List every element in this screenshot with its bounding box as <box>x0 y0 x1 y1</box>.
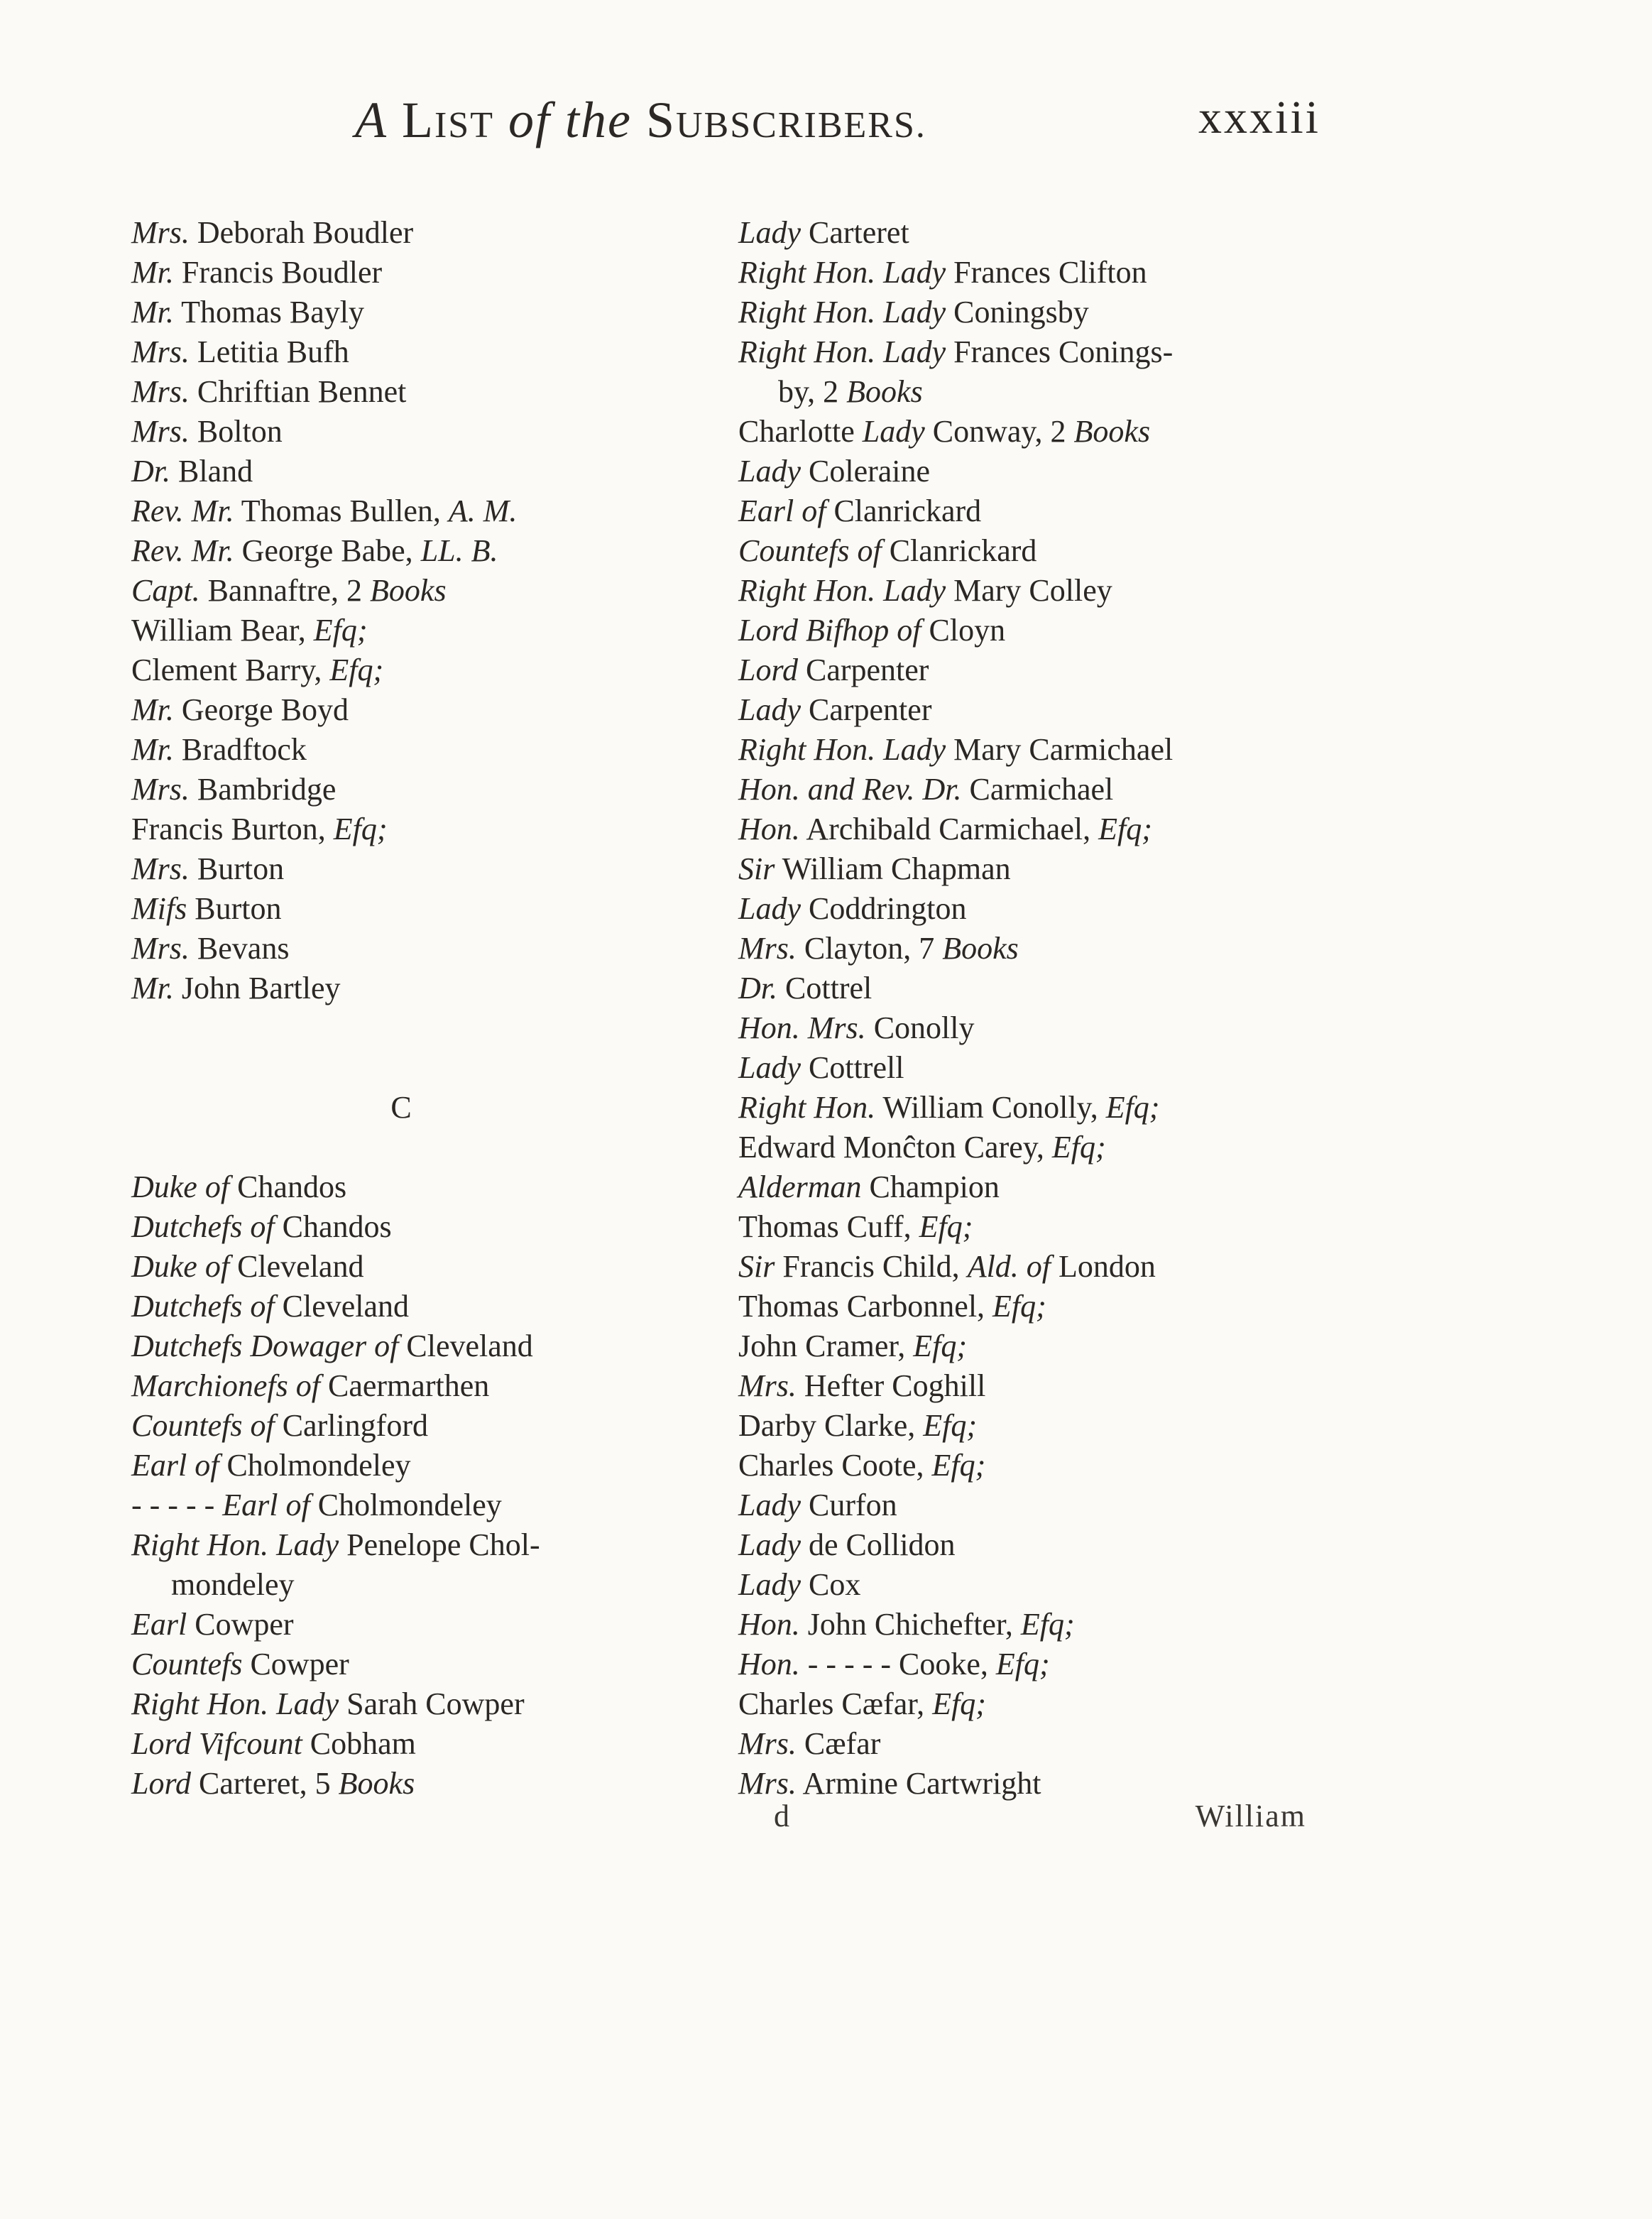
entry-name: Thomas Bullen, <box>241 494 441 528</box>
entry-suffix: Efq; <box>923 1408 978 1443</box>
entry-name: Bland <box>178 454 253 489</box>
entry-name: Chriftian Bennet <box>197 374 407 409</box>
entry-name: de Collidon <box>809 1527 956 1562</box>
entry-name: Clanrickard <box>833 494 982 528</box>
entry-title: Lady <box>738 1567 801 1602</box>
entry-name: George Babe, <box>241 533 413 568</box>
entry-name: Cottrel <box>785 971 873 1005</box>
entry-suffix: Efq; <box>1020 1607 1075 1642</box>
subscriber-entry <box>738 1326 1328 1366</box>
entry-name: Mary Carmichael <box>953 732 1174 767</box>
entry-title: Duke of <box>131 1249 230 1284</box>
subscriber-entry <box>738 650 1328 690</box>
subscriber-entry <box>131 1207 713 1247</box>
subscriber-entry <box>738 412 1328 452</box>
subscriber-entry <box>131 650 713 690</box>
subscriber-entry <box>738 1048 1328 1088</box>
subscriber-entry <box>738 213 1328 253</box>
entry-name: Cæfar <box>804 1726 881 1761</box>
subscriber-entry <box>738 929 1328 969</box>
entry-title: Hon. <box>738 1607 800 1642</box>
entry-name: Edward Monĉton Carey, <box>738 1130 1044 1165</box>
subscriber-entry <box>131 1366 713 1406</box>
entry-name: Cleveland <box>406 1329 533 1363</box>
subscriber-entry <box>738 1008 1328 1048</box>
entry-title: Right Hon. Lady <box>738 295 946 329</box>
subscriber-entry <box>738 730 1328 770</box>
subscriber-entry <box>131 849 713 889</box>
entry-title: Lord <box>131 1766 191 1801</box>
entry-mid: Ald. of <box>967 1249 1051 1284</box>
entry-title: Rev. Mr. <box>131 494 234 528</box>
entry-name: Burton <box>197 851 285 886</box>
entry-name: - - - - - Cooke, <box>807 1647 988 1681</box>
entry-title: Lord <box>738 653 798 687</box>
entry-suffix: Efq; <box>919 1209 973 1244</box>
entry-name: Carteret, 5 <box>198 1766 331 1801</box>
subscriber-entry <box>738 1605 1328 1645</box>
subscriber-entry <box>131 1525 713 1605</box>
entry-name: Carteret <box>809 215 909 250</box>
catchword: William <box>1195 1799 1306 1833</box>
subscriber-entry <box>131 372 713 412</box>
entry-title: Right Hon. Lady <box>738 255 946 290</box>
subscriber-entry <box>131 770 713 809</box>
entry-title: Sir <box>738 1249 775 1284</box>
entry-name: Sarah Cowper <box>346 1686 525 1721</box>
subscriber-entry <box>131 1684 713 1724</box>
subscriber-entry <box>131 1724 713 1764</box>
entry-title: Lady <box>738 1050 801 1085</box>
subscriber-entry <box>738 1684 1328 1724</box>
entry-suffix: Efq; <box>313 613 368 648</box>
entry-suffix: Books <box>338 1766 415 1801</box>
running-head <box>355 91 1320 169</box>
entry-name: Mary Colley <box>953 573 1112 608</box>
entry-title: Mr. <box>131 732 174 767</box>
subscriber-entry <box>738 809 1328 849</box>
entry-suffix: Efq; <box>931 1448 986 1483</box>
entry-name: Bevans <box>197 931 290 966</box>
subscriber-entry <box>738 253 1328 293</box>
entry-title: Earl <box>131 1607 187 1642</box>
entry-title: Mrs. <box>738 1726 797 1761</box>
entry-suffix: A. M. <box>448 494 518 528</box>
entry-name: Charles Cæfar, <box>738 1686 925 1721</box>
entry-name: Charles Coote, <box>738 1448 924 1483</box>
entry-name: Coningsby <box>953 295 1089 329</box>
subscriber-entry <box>738 571 1328 611</box>
entry-name: Charlotte <box>738 414 855 449</box>
entry-name: Coddrington <box>809 891 967 926</box>
entry-title: Mifs <box>131 891 187 926</box>
subscriber-entry <box>131 730 713 770</box>
entry-name: William Bear, <box>131 613 306 648</box>
subscriber-entry <box>738 969 1328 1008</box>
subscriber-entry <box>131 889 713 929</box>
entry-title: - - - - - Earl of <box>131 1488 310 1522</box>
entry-name: Clanrickard <box>889 533 1037 568</box>
entry-suffix: Efq; <box>1105 1090 1160 1125</box>
entry-suffix: Efq; <box>995 1647 1050 1681</box>
entry-title: Mrs. <box>131 851 190 886</box>
entry-name: Frances Clifton <box>953 255 1147 290</box>
entry-title: Marchionefs of <box>131 1368 320 1403</box>
entry-title: Sir <box>738 851 775 886</box>
subscriber-entry <box>738 531 1328 571</box>
subscriber-entry <box>131 611 713 650</box>
subscriber-entry <box>738 1366 1328 1406</box>
entry-name: Deborah Boudler <box>197 215 414 250</box>
page-footer <box>738 1798 1320 1841</box>
subscriber-entry <box>131 1287 713 1326</box>
entry-title: Lord Vifcount <box>131 1726 302 1761</box>
entry-suffix: Efq; <box>913 1329 968 1363</box>
subscriber-entry <box>738 849 1328 889</box>
entry-title: Dr. <box>131 454 171 489</box>
entry-name: Carpenter <box>809 692 932 727</box>
entry-name: Darby Clarke, <box>738 1408 916 1443</box>
entry-name: Bradftock <box>181 732 307 767</box>
entry-title: Lady <box>738 891 801 926</box>
entry-name: Clayton, 7 <box>804 931 935 966</box>
subscriber-entry <box>131 1167 713 1207</box>
subscriber-entry <box>738 1565 1328 1605</box>
entry-name: Francis Child, <box>782 1249 960 1284</box>
subscriber-entry <box>738 452 1328 491</box>
entry-title: Hon. <box>738 1647 800 1681</box>
entry-title: Right Hon. Lady <box>131 1527 339 1562</box>
entry-name: Cowper <box>250 1647 349 1681</box>
subscriber-entry <box>131 1645 713 1684</box>
entry-name: Curfon <box>809 1488 897 1522</box>
entry-name: Chandos <box>282 1209 392 1244</box>
entry-name: Cleveland <box>282 1289 410 1324</box>
entry-name: Chandos <box>237 1170 347 1204</box>
subscriber-entry <box>131 1446 713 1485</box>
subscriber-entry <box>131 491 713 531</box>
entry-title: Duke of <box>131 1170 230 1204</box>
subscriber-entry <box>738 1247 1328 1287</box>
entry-name: Thomas Cuff, <box>738 1209 912 1244</box>
entry-suffix: Efq; <box>329 653 384 687</box>
entry-title: Dr. <box>738 971 778 1005</box>
entry-name: Bambridge <box>197 772 337 807</box>
entry-name: Penelope Chol- <box>346 1527 540 1562</box>
entry-name: John Chichefter, <box>807 1607 1013 1642</box>
entry-name: William Conolly, <box>882 1090 1098 1125</box>
entry-suffix: Books <box>1073 414 1151 449</box>
subscriber-entry <box>131 690 713 730</box>
entry-name: Carpenter <box>805 653 929 687</box>
entry-name: John Cramer, <box>738 1329 906 1363</box>
entry-title: Mrs. <box>738 931 797 966</box>
entry-name: Letitia Bufh <box>197 334 349 369</box>
subscriber-entry <box>738 1088 1328 1128</box>
subscriber-entry <box>131 1485 713 1525</box>
entry-title: Lady <box>738 454 801 489</box>
entry-name: Thomas Carbonnel, <box>738 1289 985 1324</box>
entry-title: Lord Bifhop of <box>738 613 921 648</box>
entry-name: Cholmondeley <box>226 1448 411 1483</box>
subscriber-entry <box>131 929 713 969</box>
entry-suffix: Efq; <box>1098 812 1152 846</box>
entry-name: Armine Cartwright <box>802 1766 1041 1801</box>
entry-name: Frances Conings- <box>953 334 1174 369</box>
entry-continuation: mondeley <box>171 1567 295 1602</box>
subscriber-entry <box>738 1645 1328 1684</box>
subscriber-entry <box>131 531 713 571</box>
subscriber-entry <box>131 1326 713 1366</box>
right-column <box>738 213 1328 1804</box>
entry-name: Archibald Carmichael, <box>806 812 1091 846</box>
entry-suffix: Books <box>942 931 1019 966</box>
entry-title: Right Hon. Lady <box>738 732 946 767</box>
subscriber-entry <box>131 969 713 1008</box>
subscriber-entry <box>131 412 713 452</box>
entry-title: Lady <box>738 692 801 727</box>
subscriber-entry <box>738 332 1328 412</box>
entry-name: Cobham <box>310 1726 416 1761</box>
entry-name: Bolton <box>197 414 283 449</box>
entry-continuation-suffix: Books <box>846 374 923 409</box>
signature-mark: d <box>774 1799 789 1833</box>
entry-title: Mrs. <box>738 1766 797 1801</box>
subscriber-entry <box>738 1287 1328 1326</box>
entry-title: Countefs of <box>738 533 882 568</box>
subscriber-entry <box>738 1446 1328 1485</box>
subscriber-entry <box>738 1485 1328 1525</box>
subscriber-entry <box>738 889 1328 929</box>
entry-name: Cottrell <box>809 1050 904 1085</box>
entry-title: Right Hon. Lady <box>738 573 946 608</box>
subscriber-entry <box>131 332 713 372</box>
entry-suffix: LL. B. <box>420 533 498 568</box>
entry-title: Capt. <box>131 573 200 608</box>
entry-mid: Lady <box>862 414 925 449</box>
subscriber-entry <box>738 1525 1328 1565</box>
entry-name: Carmichael <box>969 772 1114 807</box>
entry-name2: London <box>1059 1249 1156 1284</box>
entry-title: Dutchefs of <box>131 1209 275 1244</box>
entry-title: Lady <box>738 1527 801 1562</box>
subscriber-entry <box>738 1167 1328 1207</box>
section-letter: C <box>390 1090 412 1125</box>
subscriber-entry <box>738 611 1328 650</box>
entry-name: John Bartley <box>181 971 341 1005</box>
entry-title: Mrs. <box>131 772 190 807</box>
entry-title: Lady <box>738 215 801 250</box>
entry-name: Hefter Coghill <box>804 1368 986 1403</box>
entry-suffix: Efq; <box>333 812 388 846</box>
entry-continuation: by, 2 <box>778 374 839 409</box>
entry-title: Alderman <box>738 1170 862 1204</box>
entry-name: Cleveland <box>237 1249 364 1284</box>
entry-title: Countefs <box>131 1647 243 1681</box>
entry-name: William Chapman <box>782 851 1011 886</box>
entry-name: Bannaftre, 2 <box>207 573 363 608</box>
entry-name: Cox <box>809 1567 861 1602</box>
left-column <box>131 213 713 1804</box>
entry-suffix: Efq; <box>1051 1130 1106 1165</box>
subscriber-entry <box>738 491 1328 531</box>
subscriber-entry <box>738 1128 1328 1167</box>
subscriber-entry <box>131 213 713 253</box>
entry-name: George Boyd <box>181 692 349 727</box>
entry-title: Right Hon. <box>738 1090 876 1125</box>
entry-title: Lady <box>738 1488 801 1522</box>
subscriber-entry <box>131 253 713 293</box>
entry-name: Burton <box>195 891 282 926</box>
subscriber-entry <box>131 1764 713 1804</box>
entry-name: Caermarthen <box>328 1368 490 1403</box>
entry-title: Dutchefs Dowager of <box>131 1329 399 1363</box>
entry-name: Cloyn <box>929 613 1006 648</box>
subscriber-entry <box>131 1247 713 1287</box>
entry-title: Mr. <box>131 692 174 727</box>
entry-name: Coleraine <box>809 454 931 489</box>
entry-suffix: Efq; <box>992 1289 1046 1324</box>
subscriber-entry <box>738 293 1328 332</box>
page-number: xxxiii <box>1198 92 1320 143</box>
entry-title: Earl of <box>738 494 826 528</box>
page-title: A LIST of the SUBSCRIBERS. <box>355 92 926 148</box>
entry-title: Earl of <box>131 1448 219 1483</box>
entry-name: Carlingford <box>282 1408 428 1443</box>
entry-name: Francis Boudler <box>181 255 383 290</box>
subscriber-entry <box>738 1724 1328 1764</box>
subscriber-entry <box>131 1605 713 1645</box>
entry-title: Hon. Mrs. <box>738 1010 866 1045</box>
entry-title: Mrs. <box>131 334 190 369</box>
subscriber-entry <box>131 293 713 332</box>
entry-name: Francis Burton, <box>131 812 326 846</box>
subscriber-entry <box>738 770 1328 809</box>
entry-suffix: Books <box>370 573 447 608</box>
subscriber-entry <box>131 1406 713 1446</box>
entry-title: Hon. and Rev. Dr. <box>738 772 962 807</box>
entry-name2: Conway, 2 <box>932 414 1066 449</box>
entry-title: Mrs. <box>738 1368 797 1403</box>
subscriber-entry <box>738 1207 1328 1247</box>
entry-suffix: Efq; <box>932 1686 986 1721</box>
entry-title: Mr. <box>131 971 174 1005</box>
subscriber-entry <box>131 452 713 491</box>
entry-title: Mrs. <box>131 414 190 449</box>
subscriber-entry <box>131 571 713 611</box>
entry-name: Cholmondeley <box>317 1488 502 1522</box>
entry-title: Mr. <box>131 255 174 290</box>
entry-title: Mrs. <box>131 215 190 250</box>
entry-name: Cowper <box>195 1607 294 1642</box>
entry-title: Right Hon. Lady <box>131 1686 339 1721</box>
entry-title: Hon. <box>738 812 800 846</box>
subscriber-entry <box>738 1406 1328 1446</box>
entry-title: Right Hon. Lady <box>738 334 946 369</box>
entry-name: Clement Barry, <box>131 653 322 687</box>
subscriber-entry <box>131 809 713 849</box>
entry-title: Mrs. <box>131 374 190 409</box>
entry-title: Mrs. <box>131 931 190 966</box>
entry-title: Dutchefs of <box>131 1289 275 1324</box>
entry-name: Thomas Bayly <box>181 295 364 329</box>
entry-title: Mr. <box>131 295 174 329</box>
entry-name: Champion <box>869 1170 1000 1204</box>
entry-name: Conolly <box>873 1010 975 1045</box>
entry-title: Countefs of <box>131 1408 275 1443</box>
entry-title: Rev. Mr. <box>131 533 234 568</box>
subscriber-entry <box>738 690 1328 730</box>
